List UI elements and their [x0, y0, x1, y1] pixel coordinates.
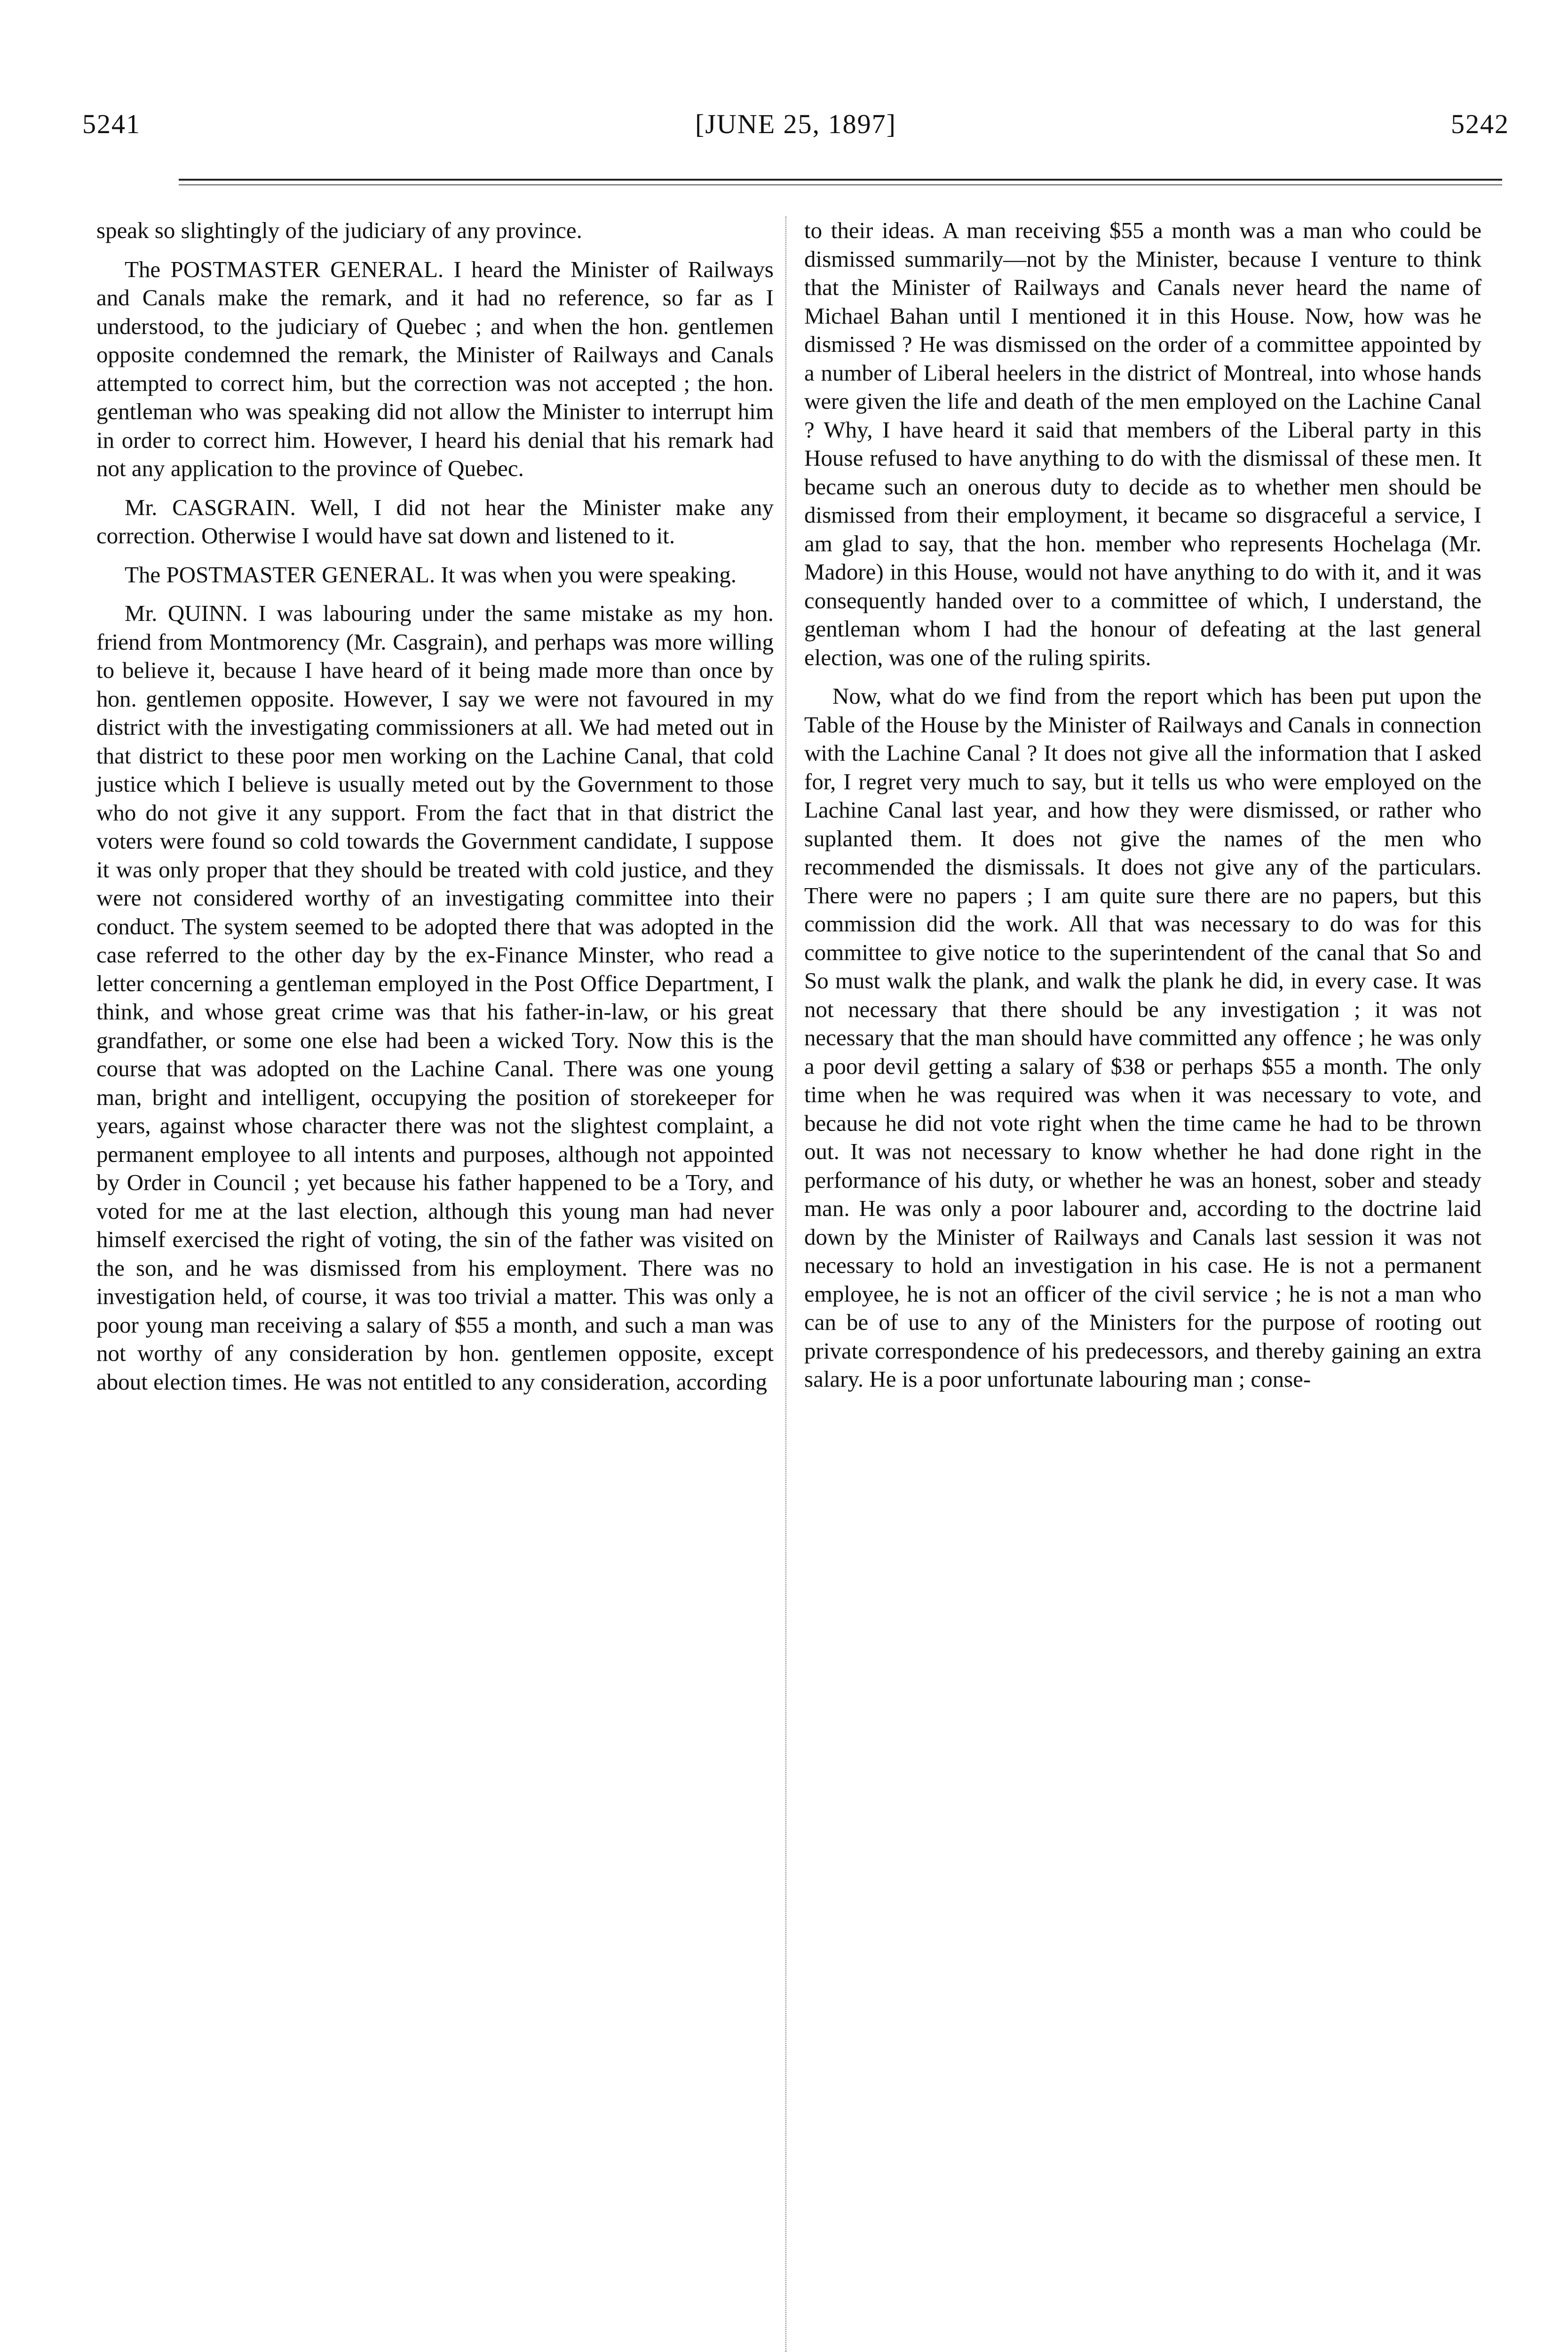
paragraph: Mr. QUINN. I was labouring under the same mistake as my hon. friend from Montmorency (Mr. Casgrain), and perhaps was more willing to believe it, because I have heard of it being made more than once by hon. gentlemen opposite. However, I say we were not favoured in my district with the investigating commissioners at all. We had meted out in that district to these poor men working on the Lachine Canal, that cold justice which I believe is usually meted out by the Government to those who do not give it any support. From the fact that in that district the voters were found so cold towards the Government candidate, I suppose it was only proper that they should be treated with cold justice, and they were not considered worthy of an investigating committee into their conduct. The system seemed to be adopted there that was adopted in the case referred to the other day by the ex-Finance Minster, who read a letter concerning a gentleman employed in the Post Office Department, I think, and whose great crime was that his father-in-law, or his great grandfather, or some one else had been a wicked Tory. Now this is the course that was adopted on the Lachine Canal. There was one young man, bright and intelligent, occupying the position of storekeeper for years, against whose character there was not the slightest complaint, a permanent employee to all intents and purposes, although not appointed by Order in Council ; yet because his father happened to be a Tory, and voted for me at the last election, although this young man had never himself exercised the right of voting, the sin of the father was visited on the son, and he was dismissed from his employment. There was no investigation held, of course, it was too trivial a matter. This was only a poor young man receiving a salary of $55 a month, and such a man was not worthy of any consideration by hon. gentlemen opposite, except about election times. He was not entitled to any consideration, according — [96, 600, 774, 1395]
column-divider — [785, 216, 786, 2352]
header-rule — [179, 179, 1502, 181]
paragraph: Mr. CASGRAIN. Well, I did not hear the Minister make any correction. Otherwise I would have sat down and listened to it. — [96, 494, 774, 548]
left-column — [96, 216, 774, 1406]
header-rule-thin — [179, 184, 1502, 185]
paragraph: to their ideas. A man receiving $55 a month was a man who could be dismissed summarily—not by the Minister, because I venture to think that the Minister of Railways and Canals never heard the name of Michael Bahan until I mentioned it in this House. Now, how was he dismissed ? He was dismissed on the order of a committee appointed by a number of Liberal heelers in the district of Montreal, into whose hands were given the life and death of the men employed on the Lachine Canal ? Why, I have heard it said that members of the Liberal party in this House refused to have anything to do with the dismissal of these men. It became such an onerous duty to decide as to whether men should be dismissed from their employment, it became so disgraceful a service, I am glad to say, that the hon. member who represents Hochelaga (Mr. Madore) in this House, would not have anything to do with it, and it was consequently handed over to a committee of which, I understand, the gentleman whom I had the honour of defeating at the last general election, was one of the ruling spirits. — [804, 217, 1481, 670]
page-number-right: 5242 — [1451, 109, 1509, 139]
header-date: [JUNE 25, 1897] — [695, 109, 896, 139]
paragraph: Now, what do we find from the report which has been put upon the Table of the House by the Minister of Railways and Canals in connection with the Lachine Canal ? It does not give all the information that I asked for, I regret very much to say, but it tells us who were employed on the Lachine Canal last year, and how they were dismissed, or rather who suplanted them. It does not give the names of the men who recommended the dismissals. It does not give any of the particulars. There were no papers ; I am quite sure there are no papers, but this commission did the work. All that was necessary to do was for this committee to give notice to the superintendent of the canal that So and So must walk the plank, and walk the plank he did, in every case. It was not necessary that there should be any investigation ; it was not necessary that the man should have committed any offence ; he was only a poor devil getting a salary of $38 or perhaps $55 a month. The only time when he was required was when it was necessary to vote, and because he did not vote right when the time came he had to be thrown out. It was not necessary to know whether he had done right in the performance of his duty, or whether he was an honest, sober and steady man. He was only a poor labourer and, according to the doctrine laid down by the Minister of Railways and Canals last session it was not necessary to hold an investigation in his case. He is not a permanent employee, he is not an officer of the civil service ; he is not a man who can be of use to any of the Ministers for the purpose of rooting out private correspondence of his predecessors, and thereby gaining an extra salary. He is a poor unfortunate labouring man ; conse- — [804, 683, 1481, 1392]
page-number-left: 5241 — [82, 109, 141, 139]
page-header — [82, 108, 1509, 146]
paragraph: speak so slightingly of the judiciary of any province. — [96, 217, 582, 243]
paragraph: The POSTMASTER GENERAL. It was when you were speaking. — [125, 561, 737, 588]
right-column — [804, 216, 1481, 1404]
paragraph: The POSTMASTER GENERAL. I heard the Minister of Railways and Canals make the remark, and it had no reference, so far as I understood, to the judiciary of Quebec ; and when the hon. gentlemen opposite condemned the remark, the Minister of Railways and Canals attempted to correct him, but the correction was not accepted ; the hon. gentleman who was speaking did not allow the Minister to interrupt him in order to correct him. However, I heard his denial that his remark had not any application to the province of Quebec. — [96, 256, 774, 481]
